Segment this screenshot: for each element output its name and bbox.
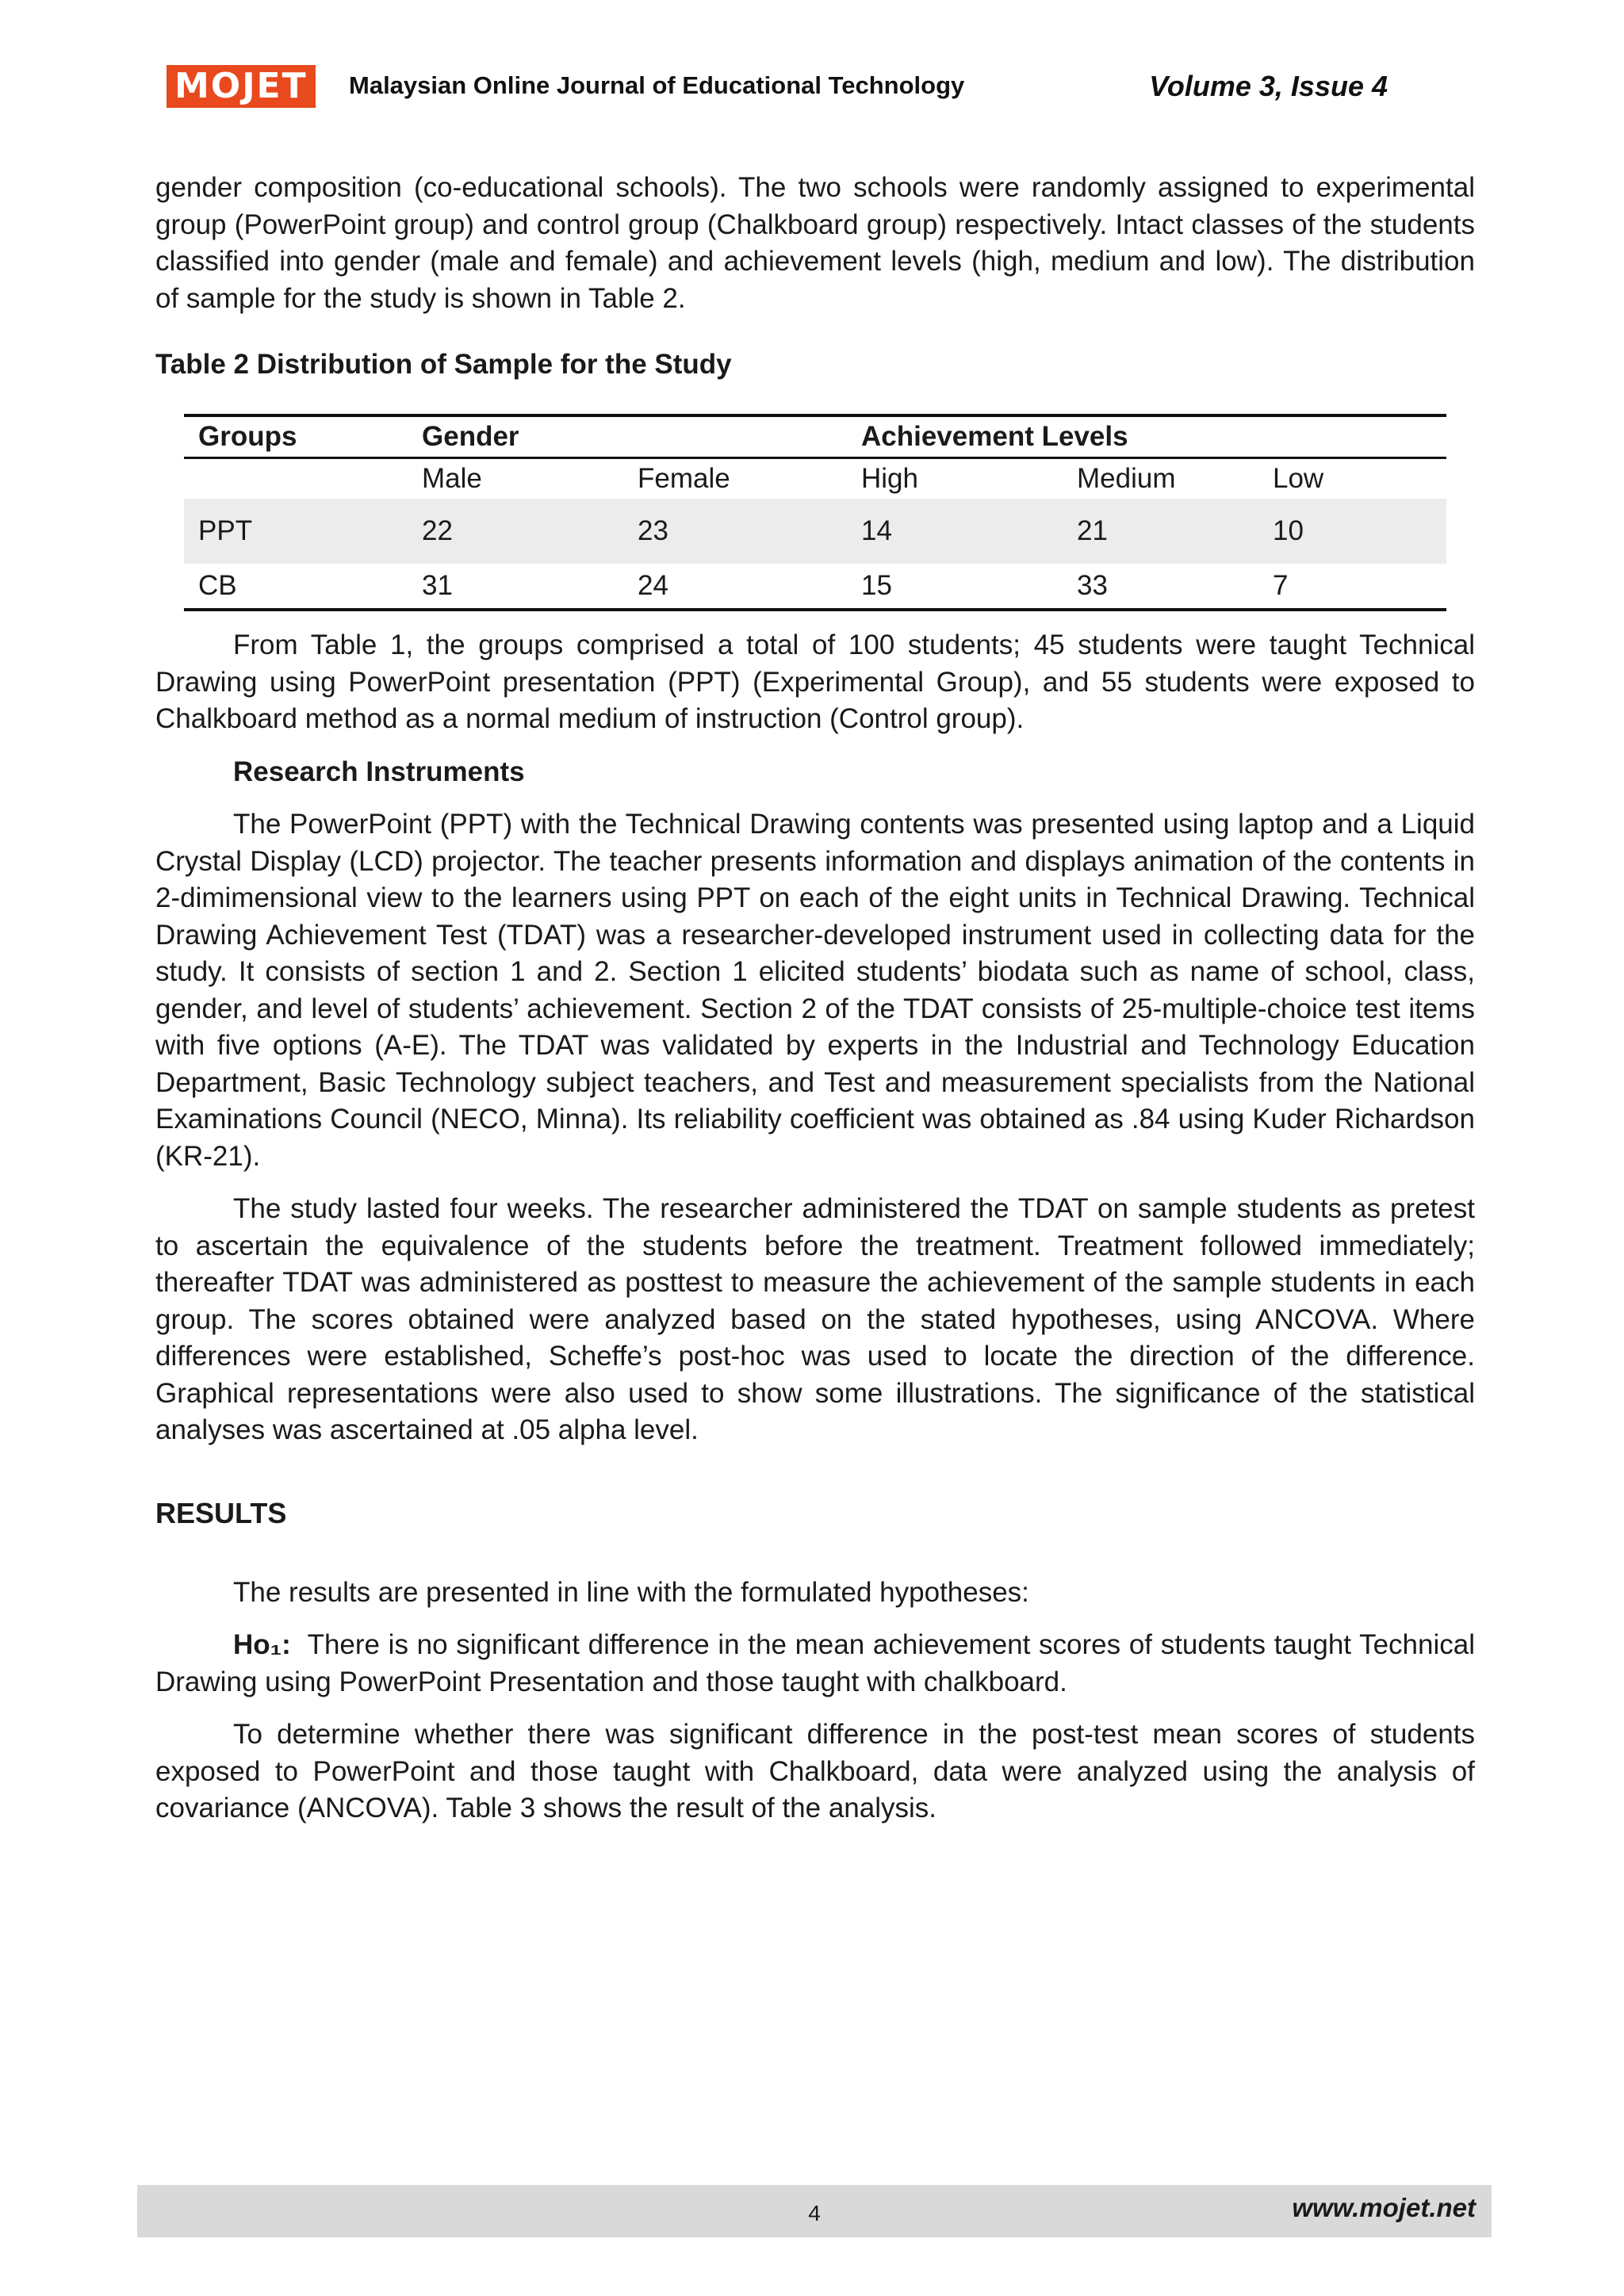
table-subheader-row (184, 458, 1446, 499)
page-number: 4 (808, 2201, 821, 2225)
table-row (184, 499, 1446, 564)
research-instruments-heading: Research Instruments (233, 756, 525, 787)
table-cell: PPT (184, 499, 408, 564)
table-header-row (184, 415, 1446, 458)
volume-issue: Volume 3, Issue 4 (1149, 70, 1388, 102)
subheader-cell: Female (638, 463, 730, 494)
page-content (155, 170, 1475, 1827)
table-cell: 15 (847, 564, 1063, 610)
paragraph-sample-intro: gender composition (co-educational schools). The two schools were randomly assigned to experimental group (PowerPoint group) and control group (Chalkboard group) respectively. Intact classes of the students classified into gender (male and female) and achievement levels (high, medium and low). The distribution of sample for the study is shown in Table 2. (155, 172, 1475, 314)
paragraph-results-intro: The results are presented in line with the formulated hypotheses: (233, 1576, 1029, 1608)
table-row (184, 564, 1446, 610)
page-footer (137, 2185, 1492, 2237)
hypothesis-label: Ho₁: (233, 1629, 291, 1660)
header-groups: Groups (184, 415, 408, 458)
table-cell: CB (184, 564, 408, 610)
paragraph-procedure: The study lasted four weeks. The researcher administered the TDAT on sample students as pretest to ascertain the equivalence of the students before the treatment. Treatment followed immediately; thereafter TDAT was administered as posttest to measure the achievement of the sample students in each group. The scores obtained were analyzed based on the stated hypotheses, using ANCOVA. Where differences were established, Scheffe’s post-hoc was used to locate the direction of the difference. Graphical representations were also used to show some illustrations. The significance of the statistical analyses was ascertained at .05 alpha level. (155, 1193, 1475, 1445)
table-cell: 14 (847, 499, 1063, 564)
table-cell: 7 (1258, 564, 1446, 610)
table-cell: 23 (623, 499, 847, 564)
header-gender: Gender (408, 415, 847, 458)
paragraph-instruments: The PowerPoint (PPT) with the Technical Drawing contents was presented using laptop and a Liquid Crystal Display (LCD) projector. The teacher presents information and displays animation of the contents in 2-dimimensional view to the learners using PPT on each of the eight units in Technical Drawing. Technical Drawing Achievement Test (TDAT) was a researcher-developed instrument used in collecting data for the study. It consists of section 1 and 2. Section 1 elicited students’ biodata such as name of school, class, gender, and level of students’ achievement. Section 2 of the TDAT consists of 25-multiple-choice test items with five options (A-E). The TDAT was validated by experts in the Industrial and Technology Education Department, Basic Technology subject teachers, and Test and measurement specialists from the National Examinations Council (NECO, Minna). Its reliability coefficient was obtained as .84 using Kuder Richardson (KR-21). (155, 809, 1475, 1172)
table-cell: 10 (1258, 499, 1446, 564)
table-caption: Table 2 Distribution of Sample for the Study (155, 349, 732, 380)
paragraph-table-summary: From Table 1, the groups comprised a total of 100 students; 45 students were taught Technical Drawing using PowerPoint presentation (PPT) (Experimental Group), and 55 students were exposed to Chalkboard method as a normal medium of instruction (Control group). (155, 629, 1475, 734)
table-cell: 33 (1063, 564, 1258, 610)
subheader-cell (184, 458, 408, 499)
mojet-logo: MOJET (167, 65, 316, 108)
sample-distribution-table (184, 414, 1446, 611)
table-cell: 22 (408, 499, 623, 564)
header-achievement-levels: Achievement Levels (847, 415, 1446, 458)
paragraph-ancova: To determine whether there was significant difference in the post-test mean scores of students exposed to PowerPoint and those taught with Chalkboard, data were analyzed using the analysis of covariance (ANCOVA). Table 3 shows the result of the analysis. (155, 1719, 1475, 1823)
subheader-cell: Low (1273, 463, 1324, 494)
page-header (167, 65, 1404, 108)
subheader-cell: Male (422, 463, 482, 494)
table-cell: 21 (1063, 499, 1258, 564)
hypothesis-text: There is no significant difference in the mean achievement scores of students taught Technical Drawing using PowerPoint Presentation and those taught with chalkboard. (155, 1629, 1475, 1697)
hypothesis-ho1 (155, 1627, 1475, 1701)
journal-title: Malaysian Online Journal of Educational Technology (349, 71, 965, 99)
table-cell: 24 (623, 564, 847, 610)
table-cell: 31 (408, 564, 623, 610)
website-url: www.mojet.net (1292, 2193, 1476, 2222)
subheader-cell: High (861, 463, 918, 494)
subheader-cell: Medium (1077, 463, 1176, 494)
results-heading: RESULTS (155, 1496, 287, 1529)
